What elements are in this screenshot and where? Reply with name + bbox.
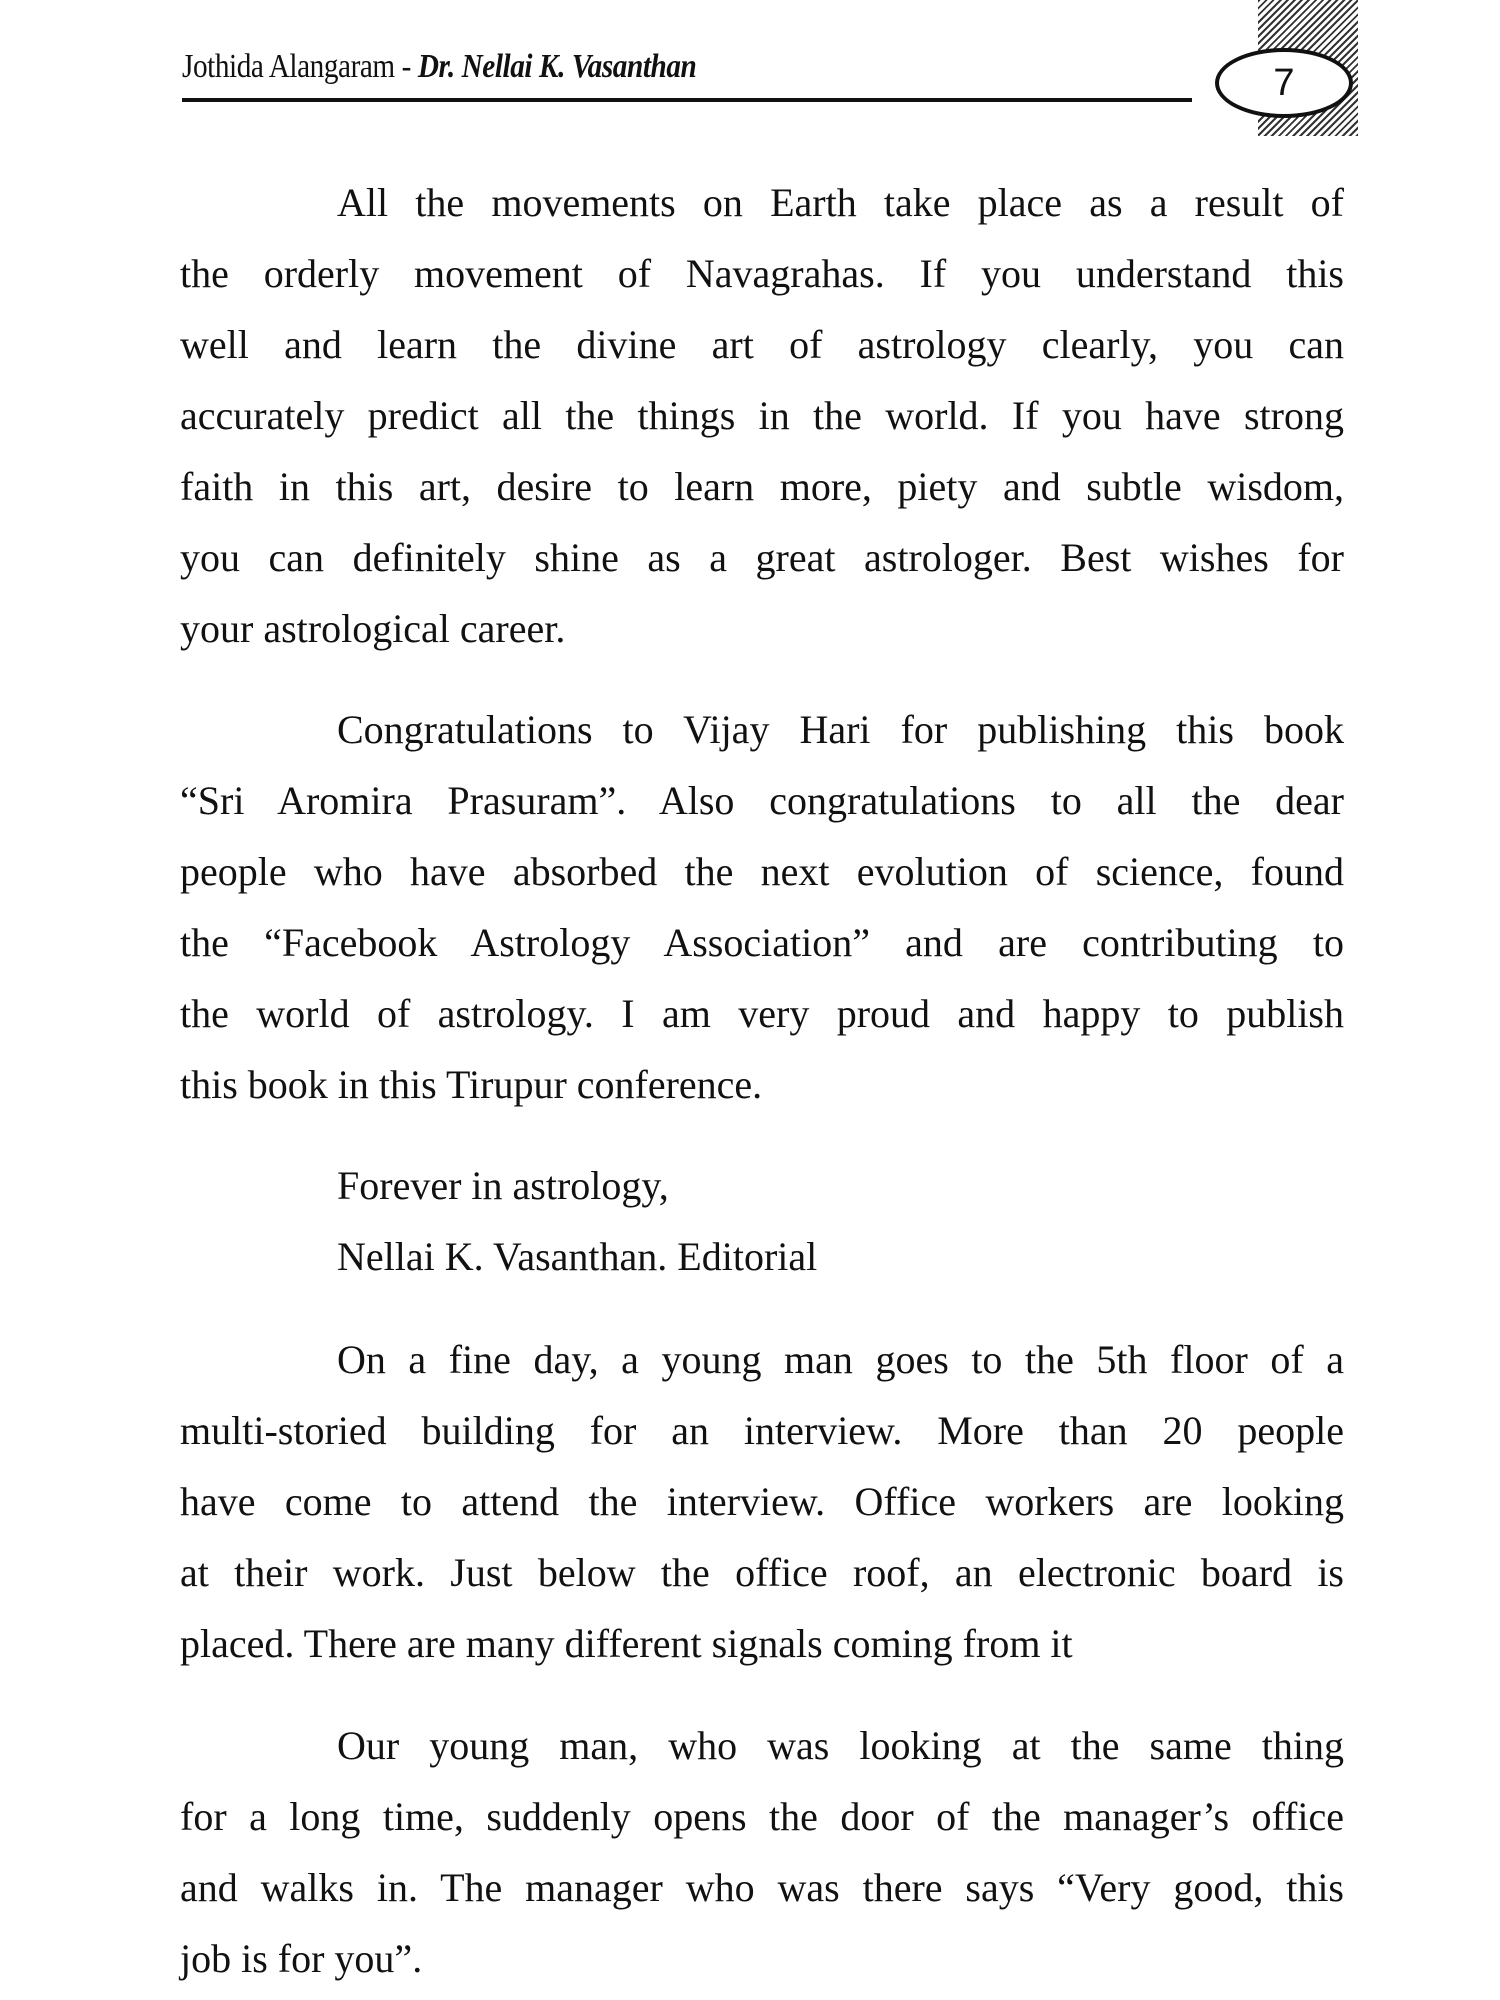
paragraph-2 bbox=[180, 694, 1344, 1120]
signature-name: Nellai K. Vasanthan. Editorial bbox=[337, 1234, 818, 1279]
text-line: and walks in. The manager who was there says “Very good, this bbox=[180, 1865, 1344, 1910]
text-line: the orderly movement of Navagrahas. If you understand this bbox=[180, 251, 1344, 296]
text-line: Our young man, who was looking at the same thing bbox=[337, 1723, 1344, 1768]
text-line: this book in this Tirupur conference. bbox=[180, 1062, 763, 1107]
text-line: the world of astrology. I am very proud and happy to publish bbox=[180, 991, 1344, 1036]
text-line: All the movements on Earth take place as a result of bbox=[337, 180, 1344, 225]
text-line: have come to attend the interview. Office workers are looking bbox=[180, 1479, 1344, 1524]
text-line: Congratulations to Vijay Hari for publishing this book bbox=[337, 707, 1344, 752]
paragraph-1 bbox=[180, 167, 1344, 664]
signature-closing: Forever in astrology, bbox=[337, 1163, 669, 1208]
text-line: you can definitely shine as a great astrologer. Best wishes for bbox=[180, 535, 1344, 580]
text-line: the “Facebook Astrology Association” and are contributing to bbox=[180, 920, 1344, 965]
text-line: well and learn the divine art of astrology clearly, you can bbox=[180, 322, 1344, 367]
text-line: “Sri Aromira Prasuram”. Also congratulations to all the dear bbox=[180, 778, 1344, 823]
text-line: for a long time, suddenly opens the door of the manager’s office bbox=[180, 1794, 1344, 1839]
running-header bbox=[182, 48, 696, 86]
header-rule bbox=[182, 98, 1192, 102]
text-line: your astrological career. bbox=[180, 606, 566, 651]
text-line: people who have absorbed the next evolution of science, found bbox=[180, 849, 1344, 894]
text-line: On a fine day, a young man goes to the 5th floor of a bbox=[337, 1337, 1344, 1382]
text-line: multi-storied building for an interview. More than 20 people bbox=[180, 1408, 1344, 1453]
text-line: accurately predict all the things in the world. If you have strong bbox=[180, 393, 1344, 438]
text-line: faith in this art, desire to learn more, piety and subtle wisdom, bbox=[180, 464, 1344, 509]
paragraph-4 bbox=[180, 1710, 1344, 1994]
signature-block bbox=[337, 1150, 817, 1292]
page-number: 7 bbox=[1215, 48, 1353, 118]
text-line: at their work. Just below the office roof, an electronic board is bbox=[180, 1550, 1344, 1595]
header-separator: - bbox=[394, 48, 418, 85]
book-title: Jothida Alangaram bbox=[182, 48, 395, 85]
paragraph-3 bbox=[180, 1324, 1344, 1679]
text-line: job is for you”. bbox=[180, 1936, 423, 1981]
text-line: placed. There are many different signals coming from it bbox=[180, 1621, 1073, 1666]
header-author: Dr. Nellai K. Vasanthan bbox=[417, 48, 697, 85]
